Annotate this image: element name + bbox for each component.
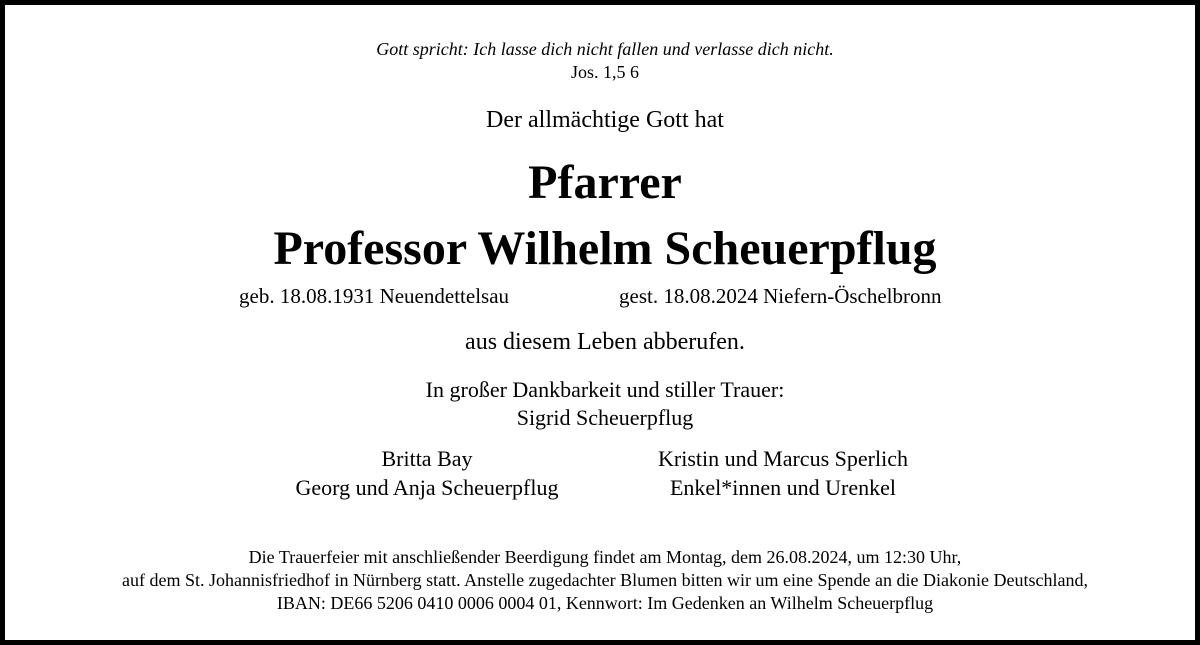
bible-verse-quote: Gott spricht: Ich lasse dich nicht fallen und verlasse dich nicht. bbox=[376, 39, 834, 59]
bible-verse-reference: Jos. 1,5 6 bbox=[570, 62, 639, 82]
funeral-notice-line: auf dem St. Johannisfriedhof in Nürnberg statt. Anstelle zugedachter Blumen bitten wir um eine Spende an die Diakonie Deutschland, bbox=[122, 570, 1088, 590]
mourner-name: Britta Bay bbox=[381, 446, 473, 471]
birth-info: geb. 18.08.1931 Neuendettelsau bbox=[239, 284, 510, 308]
death-info: gest. 18.08.2024 Niefern-Öschelbronn bbox=[619, 284, 942, 308]
mourning-heading: In großer Dankbarkeit und stiller Trauer: bbox=[425, 377, 785, 402]
mourners-right-column bbox=[583, 444, 983, 502]
deceased-title: Pfarrer bbox=[528, 156, 682, 209]
mourner-widow: Sigrid Scheuerpflug bbox=[516, 405, 694, 430]
funeral-notice-line: Die Trauerfeier mit anschließender Beerdigung findet am Montag, dem 26.08.2024, um 12:30 Uhr, bbox=[248, 547, 962, 567]
funeral-notice bbox=[5, 546, 1200, 615]
called-away-text: aus diesem Leben abberufen. bbox=[465, 329, 745, 355]
mourner-name: Kristin und Marcus Sperlich bbox=[658, 446, 908, 471]
deceased-name: Professor Wilhelm Scheuerpflug bbox=[273, 222, 937, 275]
intro-text: Der allmächtige Gott hat bbox=[486, 107, 724, 133]
mourner-name: Enkel*innen und Urenkel bbox=[669, 475, 897, 500]
mourners-left-column bbox=[227, 444, 627, 502]
funeral-notice-line: IBAN: DE66 5206 0410 0006 0004 01, Kennwort: Im Gedenken an Wilhelm Scheuerpflug bbox=[276, 593, 934, 613]
mourner-name: Georg und Anja Scheuerpflug bbox=[295, 475, 559, 500]
